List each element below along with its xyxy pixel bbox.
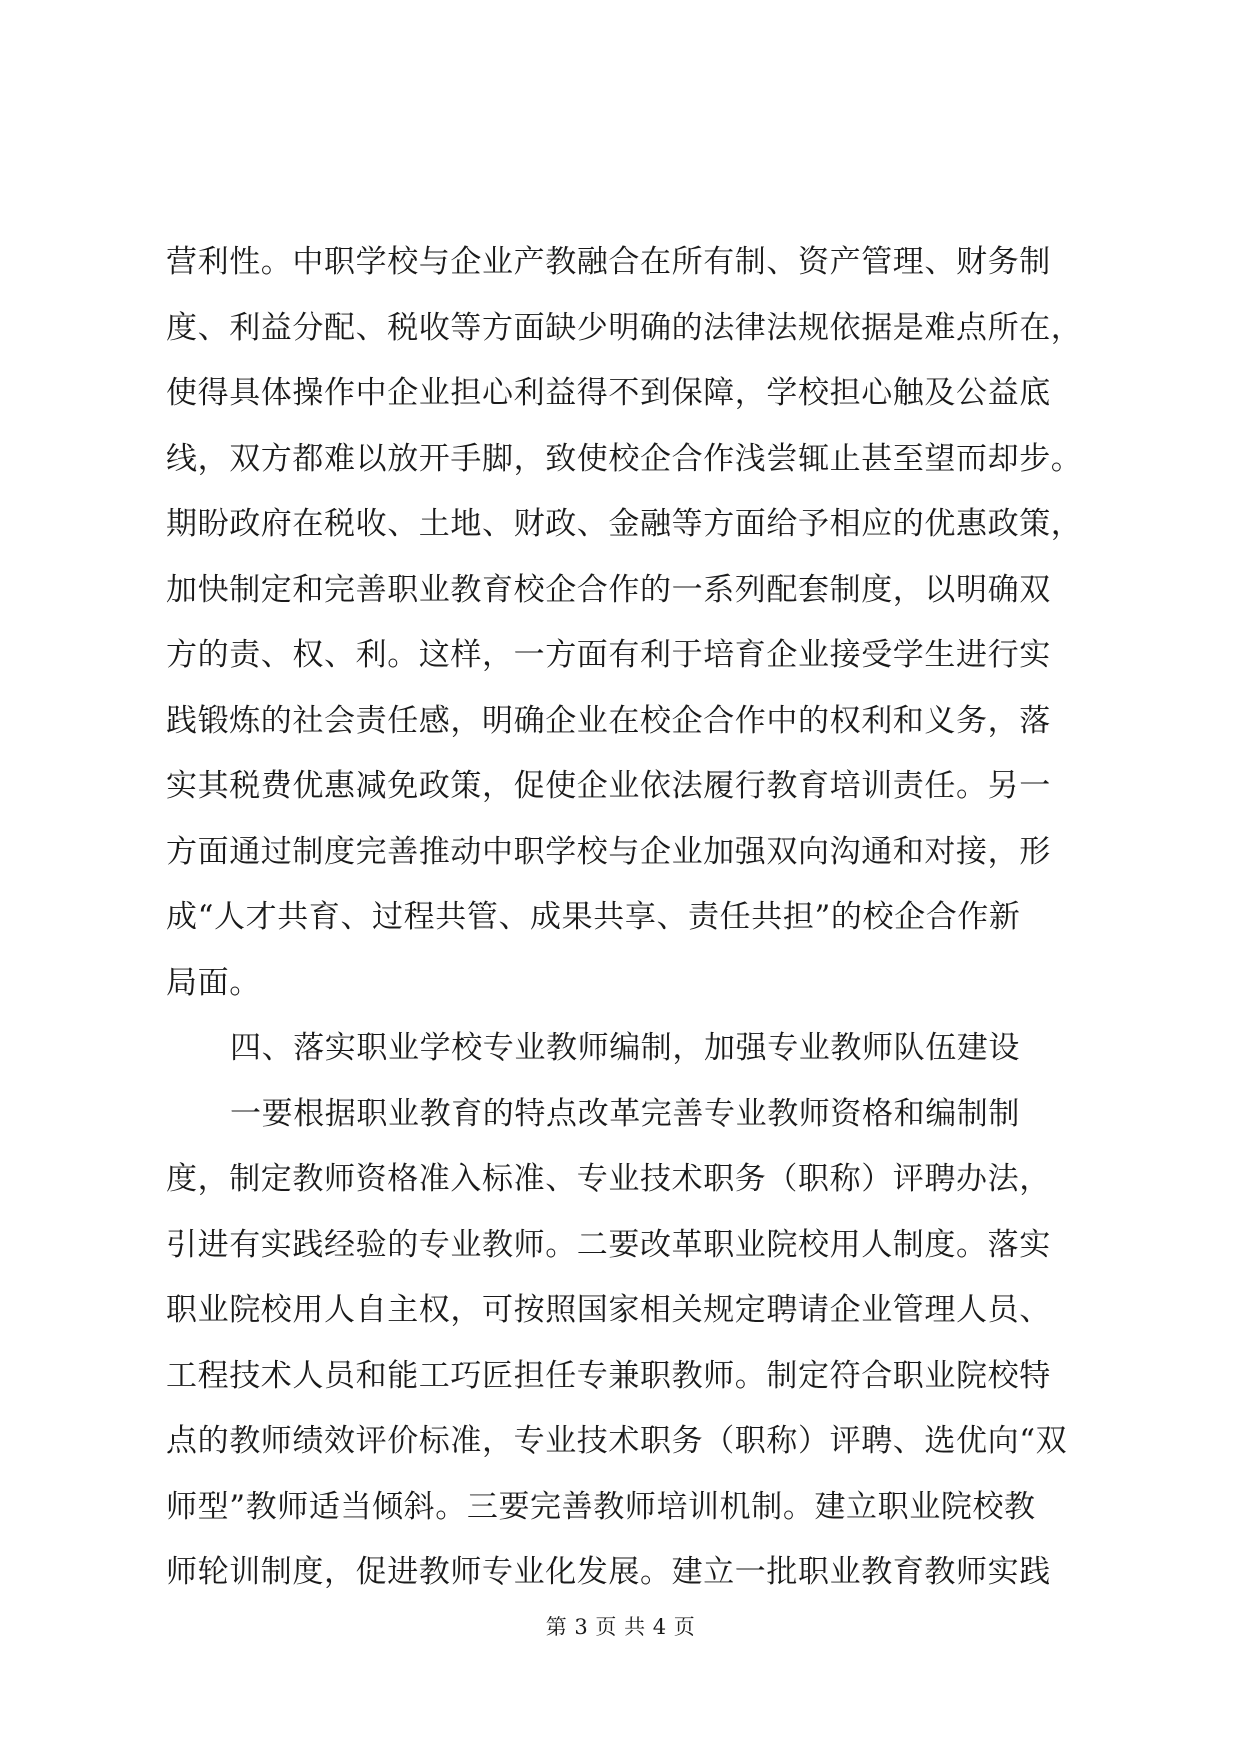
body-line: 师轮训制度，促进教师专业化发展。建立一批职业教育教师实践	[166, 1554, 1051, 1590]
body-line: 加快制定和完善职业教育校企合作的一系列配套制度，以明确双	[166, 571, 1051, 608]
body-line: 营利性。中职学校与企业产教融合在所有制、资产管理、财务制	[166, 244, 1051, 280]
document-body	[166, 230, 1083, 1606]
body-line: 践锻炼的社会责任感，明确企业在校企合作中的权利和义务，落	[166, 702, 1051, 739]
body-line: 工程技术人员和能工巧匠担任专兼职教师。制定符合职业院校特	[166, 1357, 1051, 1394]
body-line: 方的责、权、利。这样，一方面有利于培育企业接受学生进行实	[166, 637, 1051, 673]
body-line: 一要根据职业教育的特点改革完善专业教师资格和编制制	[230, 1095, 1020, 1132]
body-line: 局面。	[166, 964, 261, 1001]
body-line: 成“人才共育、过程共管、成果共享、责任共担”的校企合作新	[166, 899, 1021, 935]
body-line: 期盼政府在税收、土地、财政、金融等方面给予相应的优惠政策，	[166, 506, 1083, 542]
body-line: 师型”教师适当倾斜。三要完善教师培训机制。建立职业院校教	[166, 1488, 1036, 1525]
body-line: 职业院校用人自主权，可按照国家相关规定聘请企业管理人员、	[166, 1292, 1051, 1328]
body-line: 方面通过制度完善推动中职学校与企业加强双向沟通和对接，形	[166, 833, 1051, 870]
section-heading: 四、落实职业学校专业教师编制，加强专业教师队伍建设	[230, 1030, 1020, 1066]
body-line: 使得具体操作中企业担心利益得不到保障，学校担心触及公益底	[166, 375, 1051, 411]
body-line: 线，双方都难以放开手脚，致使校企合作浅尝辄止甚至望而却步。	[166, 440, 1083, 477]
page-number-footer: 第 3 页 共 4 页	[545, 1615, 696, 1639]
body-line: 度，制定教师资格准入标准、专业技术职务（职称）评聘办法，	[166, 1161, 1051, 1197]
body-line: 引进有实践经验的专业教师。二要改革职业院校用人制度。落实	[166, 1226, 1051, 1263]
body-line: 度、利益分配、税收等方面缺少明确的法律法规依据是难点所在，	[166, 309, 1083, 346]
body-line: 实其税费优惠减免政策，促使企业依法履行教育培训责任。另一	[166, 768, 1051, 804]
body-line: 点的教师绩效评价标准，专业技术职务（职称）评聘、选优向“双	[166, 1423, 1068, 1459]
